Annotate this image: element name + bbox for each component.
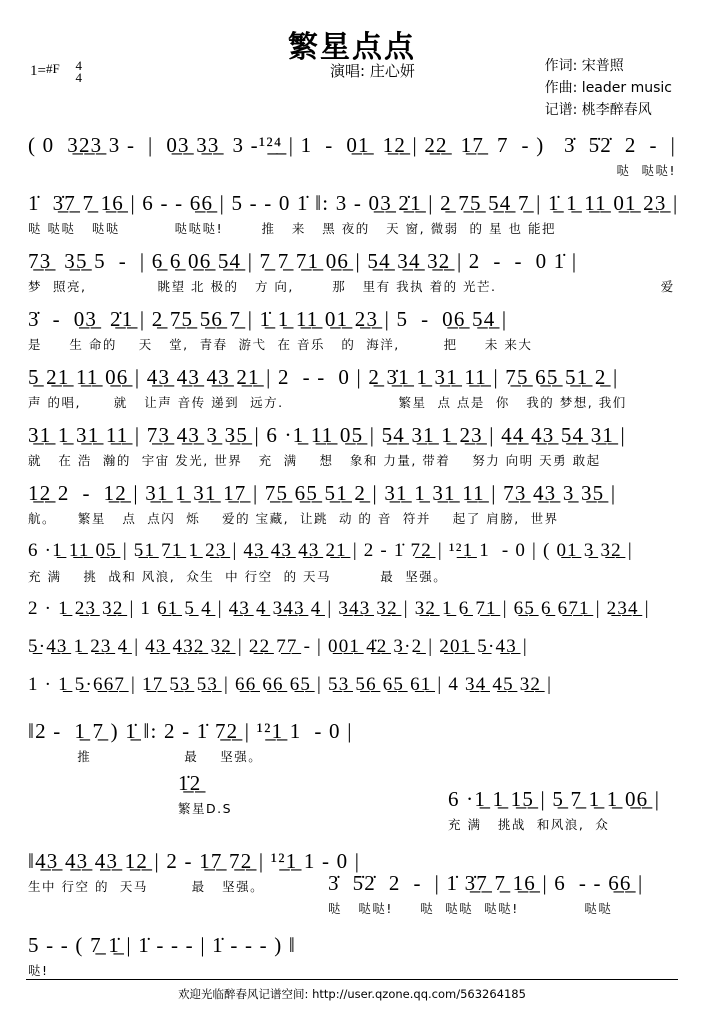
system-row-ds: [28, 768, 676, 836]
transcriber-credit: 记谱: 桃李醉春风: [544, 102, 652, 118]
lyrics-line: 推 最 坚强。: [28, 749, 263, 764]
notation-line: 1̲2̲ 2 - 1̲2̲ | 3̲1̲ 1̲ 3̲1̲ 1̲7̲ | 7̲5̲ 6̲5̲ 5̲1̲ 2̲ | 3̲1̲ 1̲ 3̲1̲ 1̲1̲ | 7̲3̲ 4̲3̲ 3̲ 3̲5̲ |: [28, 481, 617, 505]
lyrics-line: 哒!: [28, 963, 49, 978]
system-row-final: [28, 930, 676, 982]
notation-line-tail: 3̇ 5̇2̇ 2 - |: [564, 133, 676, 157]
lyrics-line: 就 在 浩 瀚的 宇宙 发光, 世界 充 满 想 象和 力量, 带着 努力 向明 天勇 敢起: [28, 453, 601, 468]
notation-line: 3̇ 5̇2̇ 2 - | 1̇ 3̲̇7̲ 7̲ 1̲6̲ | 6 - - 6̲6̲ |: [328, 871, 644, 895]
lyrics-line-b: 充 满 挑战 和风浪, 众: [448, 817, 610, 832]
singer-credit: 演唱: 庄心妍: [330, 62, 415, 80]
lyrics-line: 充 满 挑 战和 风浪, 众生 中 行空 的 天马 最 坚强。: [28, 569, 448, 584]
lyrics-line: 哒 哒哒! 哒 哒哒 哒哒! 哒哒: [328, 901, 613, 916]
time-signature: [75, 60, 82, 83]
music-systems: [0, 130, 704, 982]
meter-denominator: 4: [75, 70, 82, 85]
system-row: [28, 188, 679, 240]
key-accidental: #F: [45, 60, 60, 76]
system-row: [28, 420, 676, 472]
lyrics-line: 航。 繁星 点 点闪 烁 爱的 宝藏, 让跳 动 的 音 符并 起了 肩膀, 世界: [28, 511, 559, 526]
notation-line: ( 0 3̲2̲3̲ 3 - | 0̲3̲ 3̲3̲ 3 -¹²̲⁴̲ | 1 - 0̲1̲ 1̲2̲ | 2̲2̲ 1̲7̲ 7 - ) 3̇ 5̇2̇ 2 - |: [28, 130, 676, 162]
lyricist-credit: 作词: 宋普照: [544, 58, 624, 74]
system-row: [28, 670, 676, 702]
meter-numerator: 4: [75, 58, 82, 73]
system-row: [28, 362, 676, 414]
system-row-repeat: [28, 716, 676, 768]
footer-divider: [26, 979, 678, 980]
system-row: [28, 632, 676, 664]
notation-line-b: 6 ·1̲ 1̲ 1̲5̲ | 5̲ 7̲ 1̲ 1̲ 0̲6̲ |: [448, 787, 661, 811]
system-row: [28, 130, 676, 182]
key-signature: [30, 60, 82, 83]
notation-line: 6 ·1̲ 1̲1̲ 0̲5̲ | 5̲1̲ 7̲1̲ 1̲ 2̲3̲ | 4̲3̲ 4̲3̲ 4̲3̲ 2̲1̲ | 2 - 1̇ 7̲2̲ | ¹²̲1̲ 1 - 0 | ( 0̲1̲ 3̲ 3̲2̲ |: [28, 540, 633, 561]
notation-line: ‖4̲3̲ 4̲3̲ 4̲3̲ 1̲2̲ | 2 - 1̲7̲ 7̲2̲ | ¹²̲1̲ 1 - 0 |: [28, 849, 361, 873]
system-row: [28, 246, 676, 298]
ds-label: 繁星D.S: [178, 801, 233, 816]
notation-line: 3̇ - 0̲3̲ 2̲̇1̲ | 2̲ 7̲5̲ 5̲6̲ 7̲ | 1̲̇ 1̲ 1̲1̲ 0̲1̲ 2̲3̲ | 5 - 0̲6̲ 5̲4̲ |: [28, 307, 508, 331]
notation-line: 5̲·4̲3̲ 1̲ 2̲3̲ 4̲ | 4̲3̲ 4̲3̲2̲ 3̲2̲ | 2̲2̲ 7̲7̲ - | 0̲0̲1̲ 4̲̇2̲ 3̲·2̲ | 2̲0̲1̲ 5̲·4̲3̲ |: [28, 636, 528, 657]
notation-line: 5̲ 2̲1̲ 1̲1̲ 0̲6̲ | 4̲3̲ 4̲3̲ 4̲3̲ 2̲1̲ | 2 - - 0 | 2̲ 3̲̇1̲ 1̲ 3̲1̲ 1̲1̲ | 7̲5̲ 6̲5̲ 5̲1̲ 2̲ |: [28, 365, 619, 389]
lyrics-line: 声 的唱, 就 让声 音传 递到 远方. 繁星 点 点是 你 我的 梦想, 我们: [28, 395, 627, 410]
credits-block: [545, 55, 672, 121]
system-row: [28, 478, 676, 530]
lyrics-line: 哒 哒哒!: [616, 163, 676, 178]
system-row-coda: [28, 868, 676, 920]
notation-line: 5 - - ( 7̲ 1̲̇ | 1̇ - - - | 1̇ - - - ) ‖: [28, 933, 296, 957]
composer-credit: 作曲: leader music: [544, 80, 672, 96]
lyrics-line: 生中 行空 的 天马 最 坚强。: [28, 879, 265, 894]
notation-line: ‖2 - 1̲ 7̲ ) 1̲̇ ‖: 2 - 1̇ 7̲2̲ | ¹²̲1̲ 1 - 0 |: [28, 719, 353, 743]
notation-line: 1 · 1̲ 5̲·6̲6̲7̲ | 1̲7̲ 5̲3̲ 5̲3̲ | 6̲6̲ 6̲6̲ 6̲5̲ | 5̲3̲ 5̲6̲ 6̲5̲ 6̲1̲ | 4 3̲4̲ 4̲5̲ 3̲2̲ |: [28, 674, 553, 695]
system-row: [28, 594, 676, 626]
lyrics-line: 梦 照亮, 眺望 北 极的 方 向, 那 里有 我执 着的 光芒. 爱: [28, 279, 675, 294]
system-row: [28, 536, 676, 588]
lyrics-line: 哒 哒哒 哒哒 哒哒哒! 推 来 黑 夜的 天 窗, 微弱 的 星 也 能把: [28, 221, 556, 236]
notation-line: 2 · 1̲ 2̲3̲ 3̲2̲ | 1 6̲1̲ 5̲ 4̲ | 4̲3̲ 4̲ 3̲4̲3̲ 4̲ | 3̲4̲3̲ 3̲2̲ | 3̲2̲ 1̲ 6̲ 7̲1̲ | 6̲5̲ 6̲ 6̲7̲1̲ | 2̲3̲4̲ |: [28, 598, 650, 619]
page-title: 繁星点点: [288, 30, 416, 65]
notation-line: 1̲̇2̲: [178, 771, 202, 795]
notation-line: 1̇ 3̲̇7̲ 7̲ 1̲6̲ | 6 - - 6̲6̲ | 5 - - 0 1̇ ‖: 3 - 0̲3̲ 2̲̇1̲ | 2̲ 7̲5̲ 5̲4̲ 7̲ | 1̲̇ 1̲ 1̲1̲ 0̲1̲ 2̲3̲ |: [28, 191, 679, 215]
notation-line: 7̲3̲ 3̲5̲ 5 - | 6̲ 6̲ 0̲6̲ 5̲4̲ | 7̲ 7̲ 7̲1̲ 0̲6̲ | 5̲4̲ 3̲4̲ 3̲2̲ | 2 - - 0 1̇ |: [28, 249, 578, 273]
key-label: 1=: [30, 62, 46, 79]
lyrics-line: 是 生 命的 天 堂, 青春 游弋 在 音乐 的 海洋, 把 未 来大: [28, 337, 533, 352]
footer-note: 欢迎光临醉春风记谱空间: http://user.qzone.qq.com/563264185: [178, 987, 526, 1001]
system-row: [28, 304, 676, 356]
notation-line: 3̲1̲ 1̲ 3̲1̲ 1̲1̲ | 7̲3̲ 4̲3̲ 3̲ 3̲5̲ | 6 ·1̲ 1̲1̲ 0̲5̲ | 5̲4̲ 3̲1̲ 1̲ 2̲3̲ | 4̲4̲ 4̲3̲ 5̲4̲ 3̲1̲ |: [28, 423, 626, 447]
